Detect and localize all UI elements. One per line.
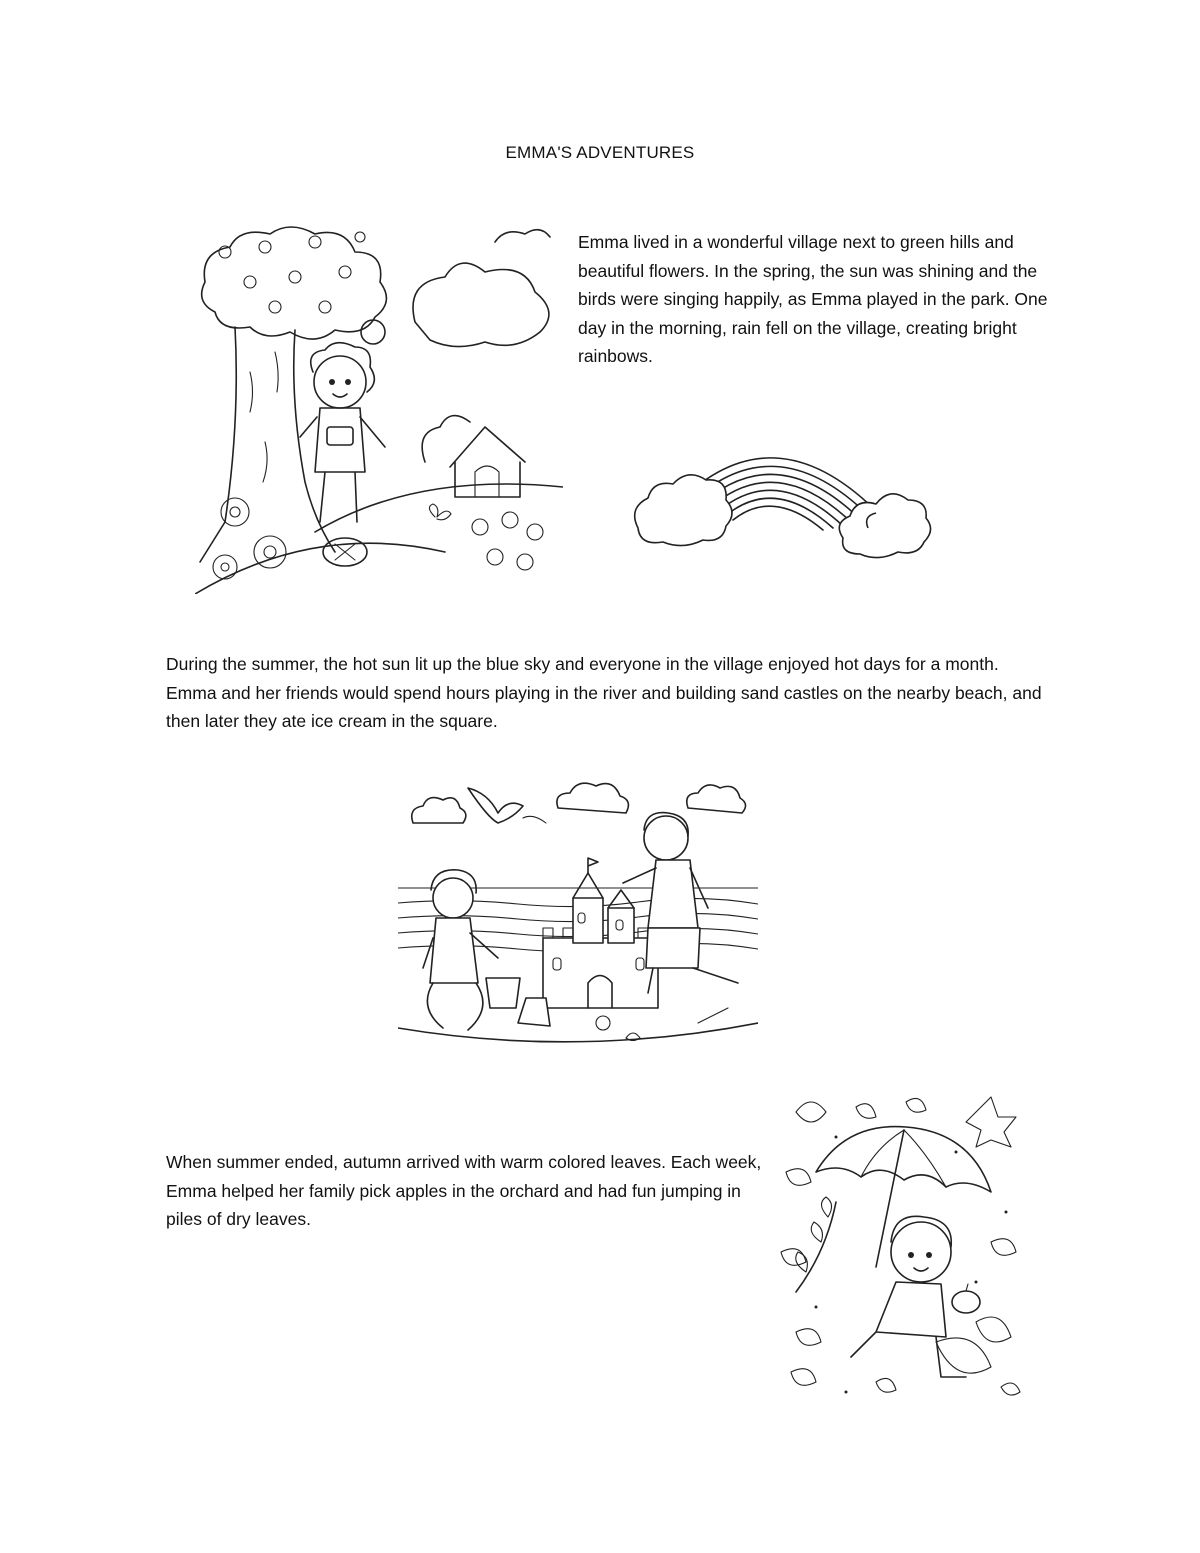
autumn-girl-illustration	[776, 1092, 1024, 1402]
summer-paragraph: During the summer, the hot sun lit up the blue sky and everyone in the village enjoyed hot days for a month. Emma and her friends would spend hours playing in the river and building sand castles on the nearby beach, and then later they ate ice cream in the square.	[166, 654, 1042, 731]
spring-park-illustration	[195, 222, 563, 594]
rainbow-illustration	[628, 418, 938, 568]
autumn-paragraph: When summer ended, autumn arrived with warm colored leaves. Each week, Emma helped her family pick apples in the orchard and had fun jumping in piles of dry leaves.	[166, 1152, 762, 1229]
spring-paragraph: Emma lived in a wonderful village next to green hills and beautiful flowers. In the spring, the sun was shining and the birds were singing happily, as Emma played in the park. One day in the morning, rain fell on the village, creating bright rainbows.	[578, 232, 1048, 366]
document-title: EMMA'S ADVENTURES	[505, 143, 695, 162]
beach-sandcastle-illustration	[398, 768, 758, 1058]
